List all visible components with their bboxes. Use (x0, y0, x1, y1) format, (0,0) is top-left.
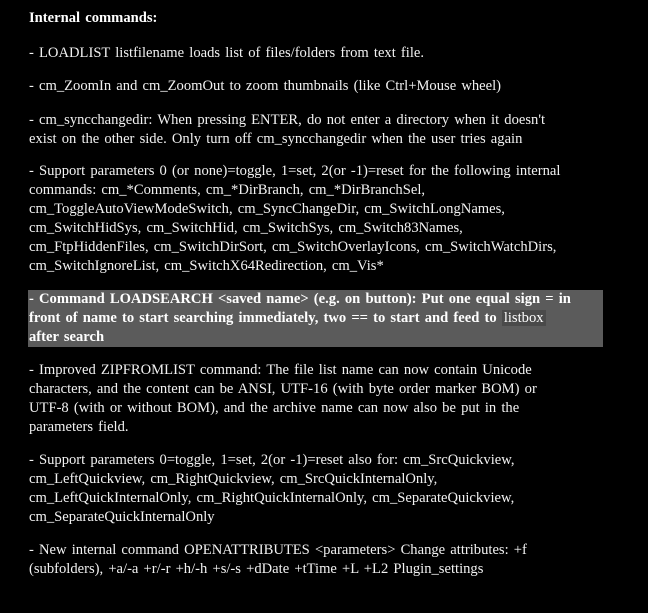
paragraph-line: exist on the other side. Only turn off cm_syncchangedir when the user tries again (29, 131, 523, 147)
paragraph-zoom (29, 77, 625, 96)
paragraph-line: - New internal command OPENATTRIBUTES <parameters> Change attributes: +f (29, 542, 527, 558)
paragraph-line: cm_SeparateQuickInternalOnly (29, 509, 215, 525)
paragraph-line: - Support parameters 0 (or none)=toggle, 1=set, 2(or -1)=reset for the following internal (29, 163, 561, 179)
paragraph-line: - Support parameters 0=toggle, 1=set, 2(or -1)=reset also for: cm_SrcQuickview, (29, 452, 515, 468)
paragraph-line: cm_LeftQuickInternalOnly, cm_RightQuickInternalOnly, cm_SeparateQuickview, (29, 490, 515, 506)
paragraph-line: (subfolders), +a/-a +r/-r +h/-h +s/-s +dDate +tTime +L +L2 Plugin_settings (29, 561, 484, 577)
paragraph-line: - cm_ZoomIn and cm_ZoomOut to zoom thumbnails (like Ctrl+Mouse wheel) (29, 78, 502, 94)
paragraph-line: UTF-8 (with or without BOM), and the archive name can now also be put in the (29, 400, 520, 416)
paragraph-line: cm_ToggleAutoViewModeSwitch, cm_SyncChangeDir, cm_SwitchLongNames, (29, 201, 505, 217)
paragraph-line: cm_LeftQuickview, cm_RightQuickview, cm_SrcQuickInternalOnly, (29, 471, 438, 487)
paragraph-line: - Improved ZIPFROMLIST command: The file list name can now contain Unicode (29, 362, 532, 378)
paragraph-line: characters, and the content can be ANSI, UTF-16 (with byte order marker BOM) or (29, 381, 537, 397)
paragraph-syncchangedir (29, 111, 625, 149)
paragraph-line: commands: cm_*Comments, cm_*DirBranch, cm_*DirBranchSel, (29, 182, 426, 198)
paragraph-openattributes (29, 541, 625, 579)
paragraph-loadlist (29, 44, 625, 63)
paragraph-quickview-parameters (29, 451, 625, 527)
paragraph-line (28, 309, 603, 328)
selected-paragraph-loadsearch[interactable] (28, 290, 603, 347)
paragraph-line: - LOADLIST listfilename loads list of files/folders from text file. (29, 45, 425, 61)
paragraph-line: after search (29, 329, 105, 345)
paragraph-line: - cm_syncchangedir: When pressing ENTER, do not enter a directory when it doesn't (29, 112, 546, 128)
paragraph-support-parameters (29, 162, 625, 276)
paragraph-line: cm_SwitchIgnoreList, cm_SwitchX64Redirection, cm_Vis* (29, 258, 384, 274)
paragraph-line: cm_SwitchHidSys, cm_SwitchHid, cm_SwitchSys, cm_Switch83Names, (29, 220, 463, 236)
page-heading: Internal commands: (29, 10, 158, 26)
paragraph-line: cm_FtpHiddenFiles, cm_SwitchDirSort, cm_SwitchOverlayIcons, cm_SwitchWatchDirs, (29, 239, 557, 255)
paragraph-line: - Command LOADSEARCH <saved name> (e.g. on button): Put one equal sign = in (29, 291, 571, 307)
paragraph-line-text: front of name to start searching immediately, two == to start and feed to (29, 310, 497, 326)
listbox-link[interactable]: listbox (503, 310, 544, 326)
paragraph-zipfromlist (29, 361, 625, 437)
paragraph-line: parameters field. (29, 419, 129, 435)
